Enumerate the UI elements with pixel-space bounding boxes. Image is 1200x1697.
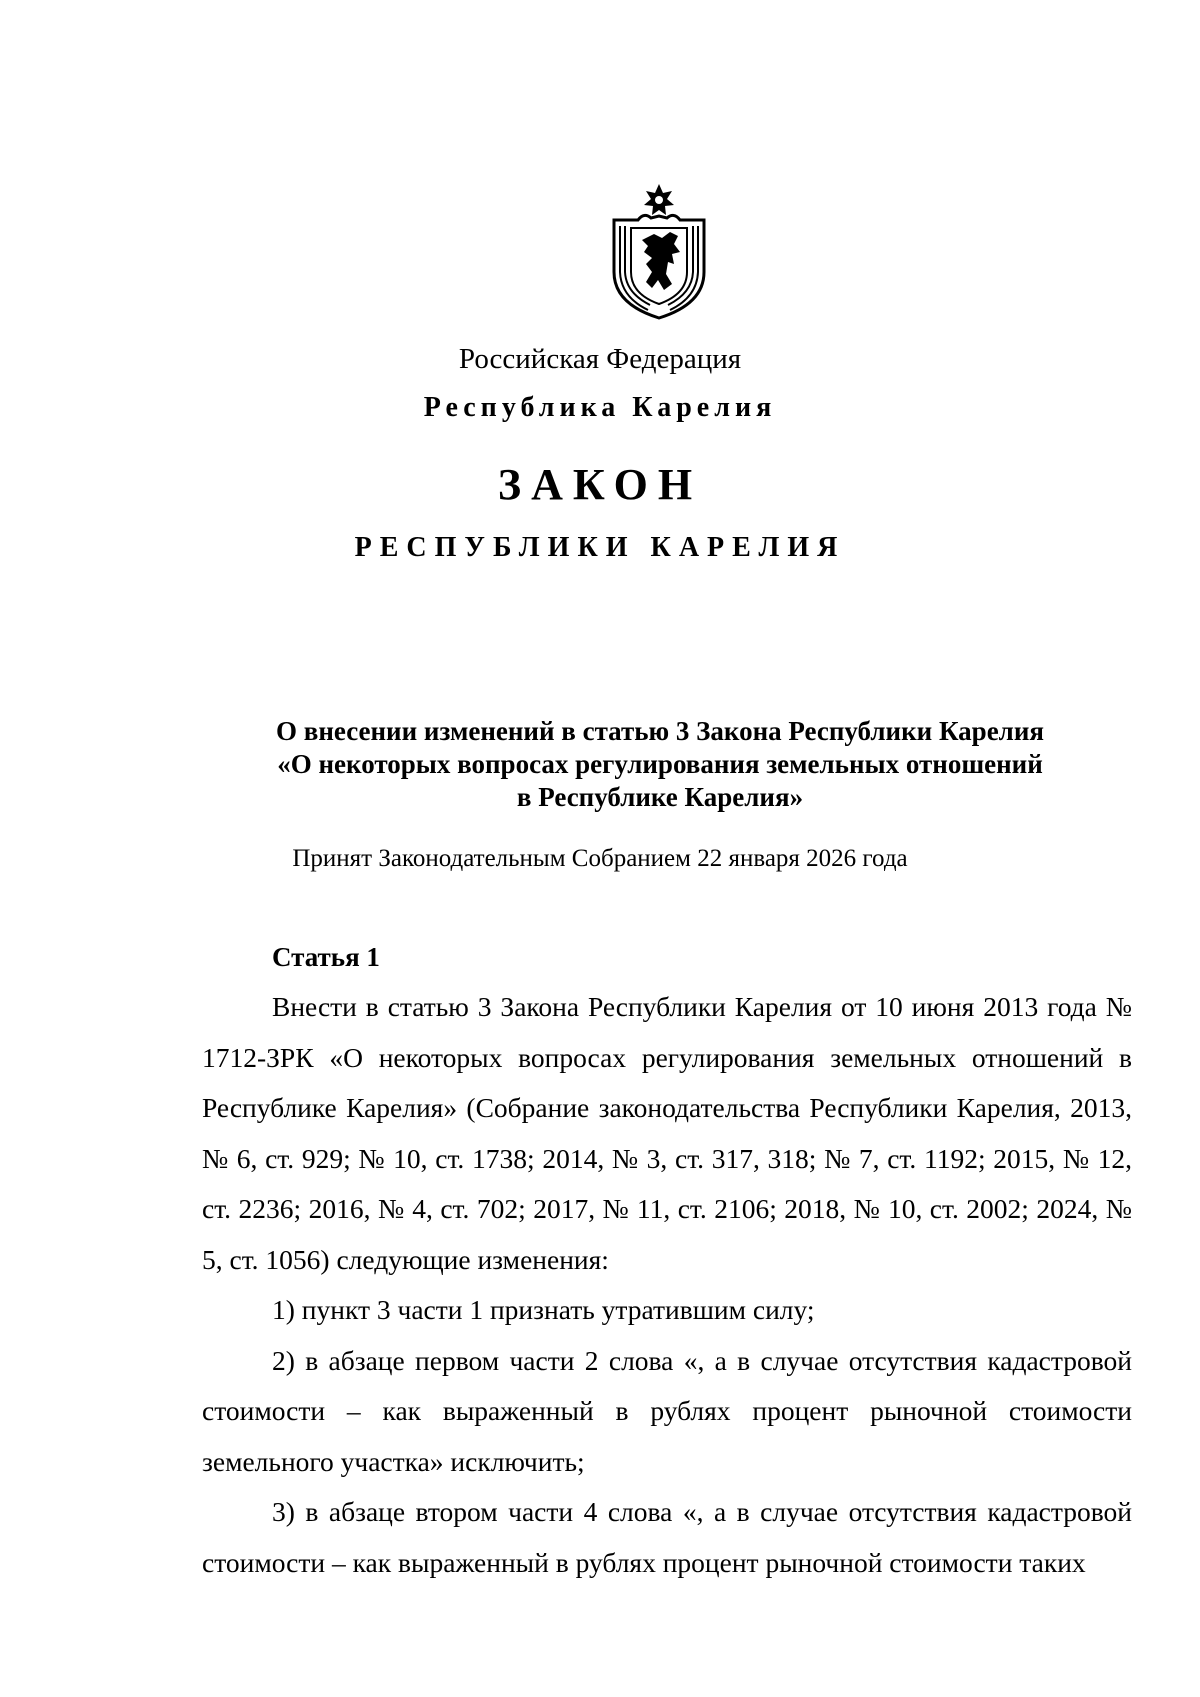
article-paragraph: Внести в статью 3 Закона Республики Карелия от 10 июня 2013 года № 1712-ЗРК «О некоторых вопросах регулирования земельных отношений в Республике Карелия» (Собрание законодательства Республики Карелия, 2013, № 6, ст. 929; № 10, ст. 1738; 2014, № 3, ст. 317, 318; № 7, ст. 1192; 2015, № 12, ст. 2236; 2016, № 4, ст. 702; 2017, № 11, ст. 2106; 2018, № 10, ст. 2002; 2024, № 5, ст. 1056) следующие изменения:: [202, 991, 1132, 1275]
adoption-note: Принят Законодательным Собранием 22 января 2026 года: [292, 845, 908, 872]
article-heading: Статья 1: [272, 942, 380, 972]
law-title-line: в Республике Карелия»: [516, 782, 804, 812]
law-title: [200, 715, 1120, 814]
law-title-line: О внесении изменений в статью 3 Закона Республики Карелия: [276, 716, 1044, 746]
article-body: [202, 982, 1132, 1588]
article-paragraph: 2) в абзаце первом части 2 слова «, а в случае отсутствия кадастровой стоимости – как выраженный в рублях процент рыночной стоимости земельного участка» исключить;: [202, 1344, 1132, 1477]
star-icon: [644, 184, 674, 215]
coat-of-arms-icon: [608, 182, 710, 322]
article-paragraph: 1) пункт 3 части 1 признать утратившим силу;: [272, 1294, 815, 1325]
law-title-line: «О некоторых вопросах регулирования земельных отношений: [277, 749, 1043, 779]
republic-name: Республика Карелия: [423, 392, 777, 423]
document-type-title: ЗАКОН: [497, 460, 703, 509]
country-name: Российская Федерация: [458, 343, 742, 375]
document-type-subtitle: РЕСПУБЛИКИ КАРЕЛИЯ: [354, 532, 846, 563]
article-paragraph: 3) в абзаце втором части 4 слова «, а в случае отсутствия кадастровой стоимости – как выраженный в рублях процент рыночной стоимости таких: [202, 1496, 1132, 1578]
